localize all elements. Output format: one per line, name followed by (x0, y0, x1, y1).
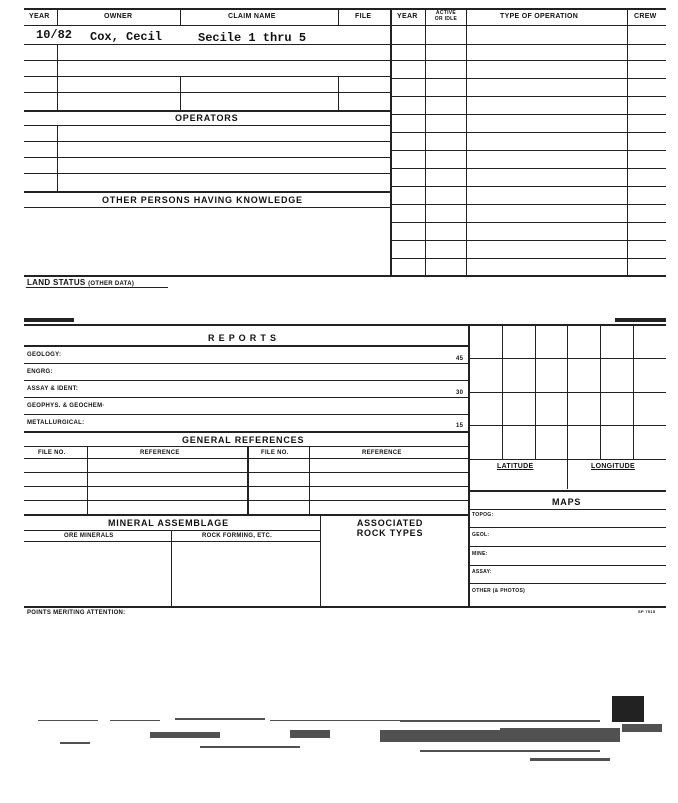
operation-row-line (392, 150, 666, 151)
latitude-label: LATITUDE (497, 463, 534, 470)
owner-row-line (24, 60, 390, 61)
ref-col-sep (309, 446, 310, 514)
owner-row-line (24, 110, 390, 112)
maps-title: MAPS (552, 497, 582, 507)
header-sep (180, 8, 181, 25)
entry-claim-name: Secile 1 thru 5 (198, 31, 307, 45)
owner-col-sep (57, 44, 58, 110)
ref-reference-1: REFERENCE (140, 450, 180, 456)
header-year-2: YEAR (397, 13, 418, 20)
mineral-col-sep (320, 514, 321, 606)
land-status-underline (26, 287, 168, 288)
punch-mark-right (615, 318, 666, 322)
form-number: SP 7515 (638, 609, 656, 614)
map-other: OTHER (& PHOTOS) (472, 588, 526, 594)
owner-row-line (24, 44, 390, 45)
map-topog: TOPOG: (472, 512, 494, 518)
top-section-bottom-border (24, 275, 666, 277)
report-engrg: ENGRG: (27, 369, 53, 375)
header-sep (627, 8, 628, 25)
general-references-top (24, 431, 468, 433)
lat-long-sep (567, 459, 568, 489)
operation-row-line (392, 168, 666, 169)
header-crew: CREW (634, 13, 657, 20)
operator-row-line (24, 141, 390, 142)
associated-rock-types (340, 518, 440, 538)
operation-col-sep (466, 25, 467, 275)
report-line (24, 380, 468, 381)
bottom-top-border (24, 324, 666, 326)
operation-row-line (392, 60, 666, 61)
points-meriting-label: POINTS MERITING ATTENTION: (27, 610, 126, 616)
reports-right-border (468, 324, 470, 606)
ref-file-no-2: FILE NO. (261, 450, 289, 456)
header-year: YEAR (29, 13, 50, 20)
operation-row-line (392, 240, 666, 241)
operator-row-line (24, 191, 390, 193)
report-metallurgical: METALLURGICAL: (27, 420, 85, 426)
owner-row-line (24, 76, 390, 77)
operator-row-line (24, 125, 390, 126)
operation-row-line (392, 222, 666, 223)
maps-line (468, 565, 666, 566)
reports-line (24, 345, 468, 347)
entry-year: 10/82 (36, 28, 73, 42)
associated-line1: ASSOCIATED (356, 518, 424, 528)
report-assay: ASSAY & IDENT: (27, 386, 79, 392)
grid-row (468, 392, 666, 393)
general-references-line (24, 446, 468, 447)
header-claim-name: CLAIM NAME (228, 13, 276, 20)
general-references-title: GENERAL REFERENCES (182, 435, 305, 445)
report-num-15: 15 (456, 423, 464, 429)
ref-col-sep (87, 446, 88, 514)
longitude-label: LONGITUDE (591, 463, 635, 470)
lat-long-bottom (468, 490, 666, 492)
land-status-sub: (OTHER DATA) (88, 281, 135, 287)
operation-row-line (392, 204, 666, 205)
grid-row (468, 425, 666, 426)
scan-noise (0, 690, 678, 790)
report-num-30: 30 (456, 390, 464, 396)
other-persons-line (24, 207, 390, 208)
operation-row-line (392, 258, 666, 259)
operation-row-line (392, 78, 666, 79)
operation-col-sep (627, 25, 628, 275)
operation-row-line (392, 114, 666, 115)
operation-row-line (392, 44, 666, 45)
mineral-line (24, 530, 320, 531)
operator-row-line (24, 157, 390, 158)
ref-row-line (24, 458, 468, 459)
map-mine: MINE: (472, 551, 488, 557)
operation-row-line (392, 132, 666, 133)
punch-mark-left (24, 318, 74, 322)
owner-col-sep (180, 76, 181, 110)
maps-line (468, 509, 666, 510)
report-line (24, 363, 468, 364)
header-active (428, 10, 464, 22)
header-sep (57, 8, 58, 25)
ref-col-sep (247, 446, 249, 514)
land-status-text: LAND STATUS (27, 278, 86, 287)
owner-row-line (24, 92, 390, 93)
header-owner: OWNER (104, 13, 133, 20)
operation-col-sep (425, 25, 426, 275)
ore-minerals-label: ORE MINERALS (64, 533, 114, 539)
mineral-assemblage-title: MINERAL ASSEMBLAGE (108, 518, 229, 528)
report-geology: GEOLOGY: (27, 352, 62, 358)
report-line (24, 397, 468, 398)
maps-line (468, 546, 666, 547)
land-status-label (27, 278, 134, 287)
mineral-col-sep (171, 530, 172, 606)
associated-line2: ROCK TYPES (356, 528, 424, 538)
rock-forming-label: ROCK FORMING, ETC. (202, 533, 273, 539)
header-active-line2: OR IDLE (434, 16, 458, 22)
bottom-section-bottom (24, 606, 666, 608)
maps-line (468, 583, 666, 584)
operator-col-sep (57, 125, 58, 191)
header-file: FILE (355, 13, 372, 20)
ref-file-no-1: FILE NO. (38, 450, 66, 456)
maps-line (468, 527, 666, 528)
other-persons-title: OTHER PERSONS HAVING KNOWLEDGE (102, 195, 303, 205)
header-sep (466, 8, 467, 25)
header-divider (24, 25, 666, 26)
map-assay: ASSAY: (472, 569, 492, 575)
header-type-of-operation: TYPE OF OPERATION (500, 13, 579, 20)
grid-row (468, 358, 666, 359)
report-line (24, 414, 468, 415)
header-sep (425, 8, 426, 25)
top-border (24, 8, 666, 10)
operators-title: OPERATORS (175, 113, 239, 123)
operation-row-line (392, 186, 666, 187)
ref-bottom (24, 514, 468, 516)
ref-row-line (24, 500, 468, 501)
reports-title: R E P O R T S (208, 333, 277, 343)
entry-owner: Cox, Cecil (90, 30, 163, 44)
report-num-45: 45 (456, 356, 464, 362)
owner-col-sep (338, 76, 339, 110)
map-geol: GEOL: (472, 532, 490, 538)
ref-row-line (24, 486, 468, 487)
header-sep (338, 8, 339, 25)
mineral-line (24, 541, 320, 542)
operator-row-line (24, 173, 390, 174)
ref-row-line (24, 472, 468, 473)
report-geophys: GEOPHYS. & GEOCHEM· (27, 403, 105, 409)
ref-reference-2: REFERENCE (362, 450, 402, 456)
header-active-line1: ACTIVE (435, 10, 457, 16)
operation-row-line (392, 96, 666, 97)
main-column-divider (390, 8, 392, 276)
